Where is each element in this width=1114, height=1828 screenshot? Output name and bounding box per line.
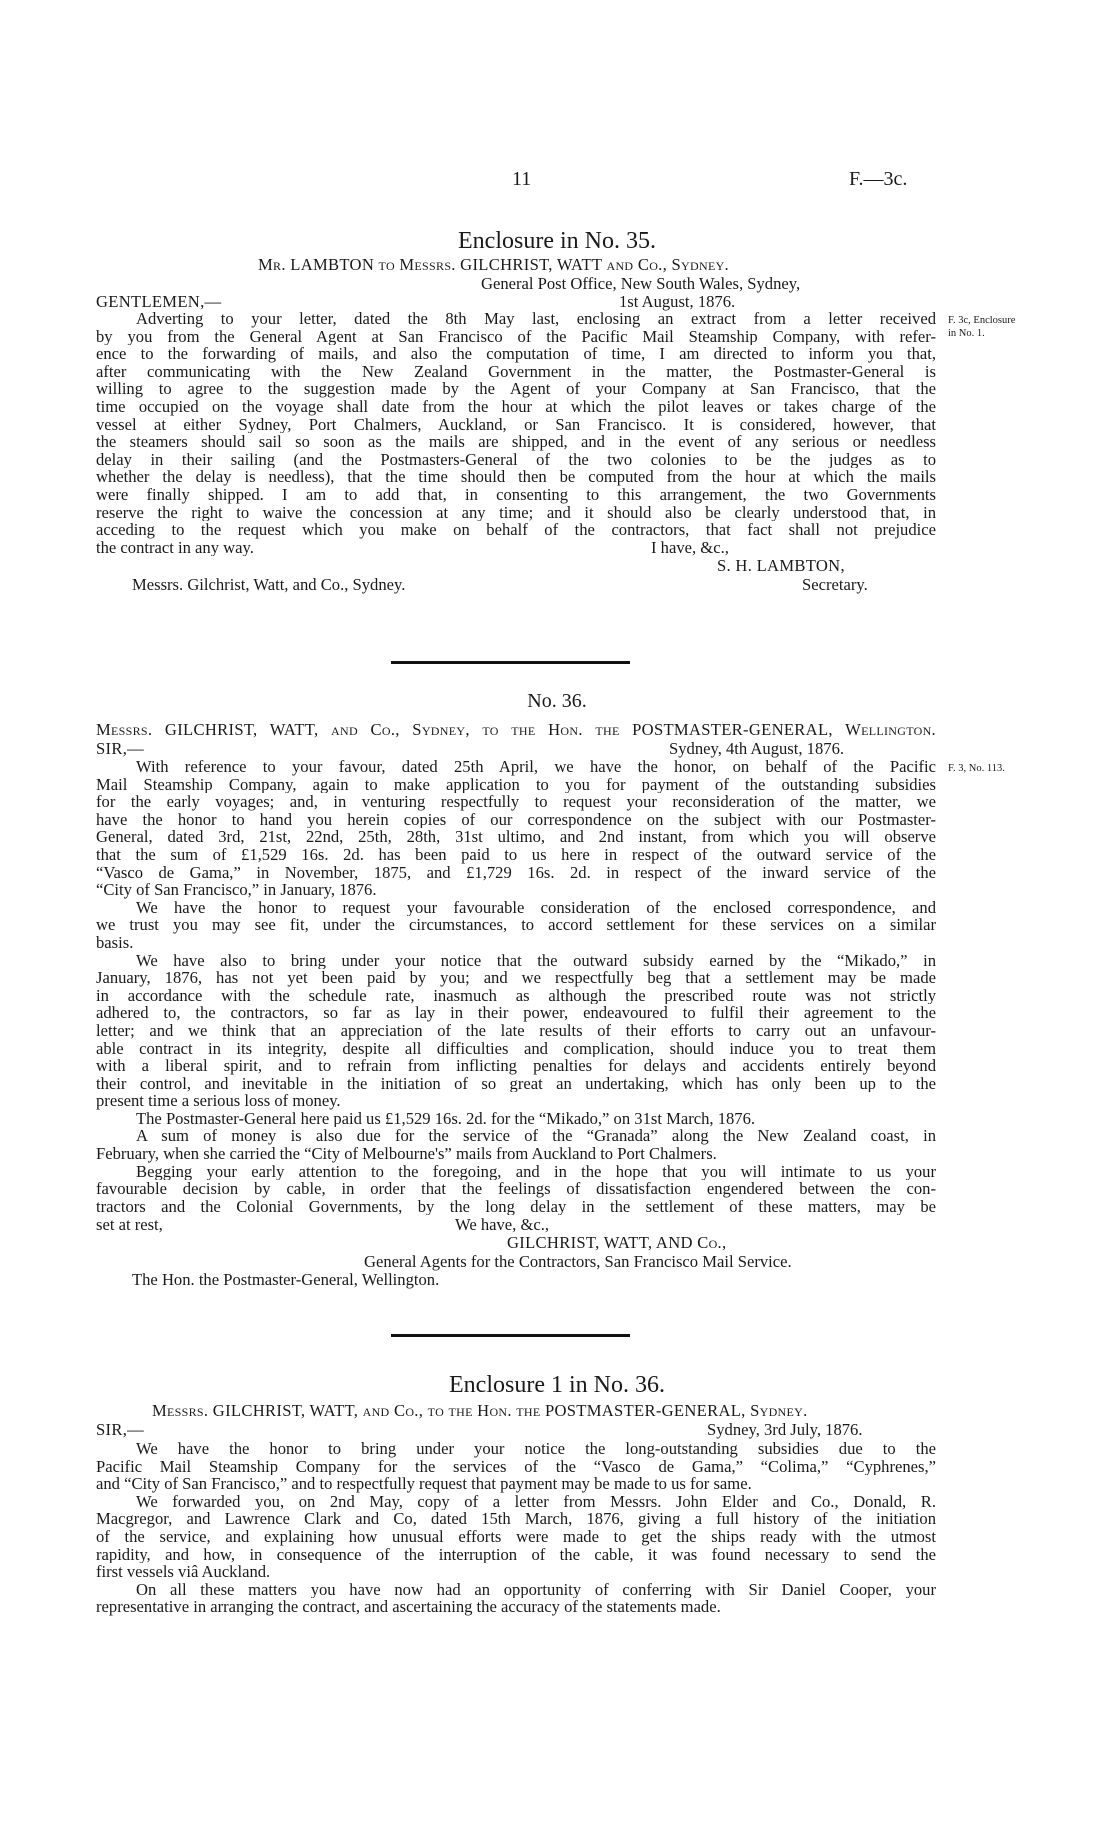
enclosure-35-signatory-title: Secretary. [802, 575, 868, 594]
text-line: The Postmaster-General here paid us £1,529 16s. 2d. for the “Mikado,” on 31st March, 1876. [136, 1109, 756, 1128]
text-line: we trust you may see fit, under the circumstances, to accord settlement for these services on a similar [96, 916, 936, 934]
text-line: after communicating with the New Zealand Government in the matter, the Postmaster-General is [96, 362, 936, 381]
no-36-body [96, 758, 936, 1215]
text-line: favourable decision by cable, in order that the feelings of dissatisfaction engendered between the con- [96, 1180, 936, 1198]
enclosure-35-from-to: Mr. LAMBTON to Messrs. GILCHRIST, WATT and Co., Sydney. [258, 255, 729, 274]
enclosure-35-body [96, 310, 936, 556]
enclosure-35-margin-note [948, 314, 1015, 340]
text-line: Mail Steamship Company, again to make application to you for payment of the outstanding subsidies [96, 775, 936, 794]
text-line: with a liberal spirit, and to refrain from inflicting penalties for delays and accidents entirely beyond [96, 1057, 936, 1075]
text-line: February, when she carried the “City of Melbourne's” mails from Auckland to Port Chalmers. [96, 1145, 717, 1163]
enclosure-35-signature: S. H. LAMBTON, [717, 556, 845, 575]
text-line: able contract in its integrity, despite all difficulties and complication, should induce you to treat them [96, 1039, 936, 1058]
text-line: the steamers should sail so soon as the mails are shipped, and in the event of any serious or needless [96, 433, 936, 451]
no-36-last-line: set at rest, [96, 1215, 163, 1234]
text-line: adhered to, the contractors, so far as lay in their power, endeavoured to fulfil their agreement to the [96, 1004, 936, 1022]
text-line: vessel at either Sydney, Port Chalmers, Auckland, or San Francisco. It is considered, however, that [96, 415, 936, 434]
no-36-signature-title: General Agents for the Contractors, San Francisco Mail Service. [364, 1252, 792, 1271]
no-36-signature: GILCHRIST, WATT, AND Co., [507, 1233, 727, 1252]
no-36-from-to: Messrs. GILCHRIST, WATT, and Co., Sydney, to the Hon. the POSTMASTER-GENERAL, Wellington. [96, 720, 936, 739]
text-line: letter; and we think that an appreciation of the late results of their efforts to carry out an unfavour- [96, 1021, 936, 1040]
no-36-closing: We have, &c., [455, 1215, 550, 1234]
text-line: Adverting to your letter, dated the 8th May last, enclosing an extract from a letter received [136, 310, 936, 328]
text-line: have the honor to hand you herein copies of our correspondence on the subject with our Postmaster- [96, 810, 936, 829]
text-line: We have the honor to bring under your notice the long-outstanding subsidies due to the [136, 1440, 936, 1458]
enclosure-35-closing: I have, &c., [651, 538, 729, 557]
text-line: and “City of San Francisco,” and to respectfully request that payment may be made to us for same. [96, 1475, 752, 1493]
enclosure-35-salutation: GENTLEMEN,— [96, 292, 222, 311]
enclosure-36-from-to: Messrs. GILCHRIST, WATT, and Co., to the Hon. the POSTMASTER-GENERAL, Sydney. [152, 1401, 808, 1420]
text-line: Macgregor, and Lawrence Clark and Co, dated 15th March, 1876, giving a full history of the initiation [96, 1510, 936, 1528]
enclosure-36-date: Sydney, 3rd July, 1876. [707, 1420, 863, 1439]
enclosure-35-date: 1st August, 1876. [619, 292, 736, 311]
text-line: in accordance with the schedule rate, inasmuch as although the prescribed route was not strictly [96, 986, 936, 1005]
text-line: first vessels viâ Auckland. [96, 1563, 271, 1581]
no-36-date: Sydney, 4th August, 1876. [669, 739, 845, 758]
text-line: whether the delay is needless), that the time should then be computed from the hour at which the mails [96, 468, 936, 486]
text-line: acceding to the request which you make on behalf of the contractors, that fact shall not prejudice [96, 521, 936, 539]
text-line: reserve the right to waive the concession at any time; and it should also be clearly understood that, in [96, 503, 936, 522]
margin-note-line: F. 3c, Enclosure [948, 315, 1016, 326]
enclosure-35-title: Enclosure in No. 35. [458, 228, 656, 254]
text-line: of the service, and explaining how unusual efforts were made to get the ships ready with the utmost [96, 1527, 936, 1546]
text-line: General, dated 3rd, 21st, 22nd, 25th, 28th, 31st ultimo, and 2nd instant, from which you will observe [96, 828, 936, 846]
text-line: the contract in any way. [96, 538, 254, 557]
no-36-salutation: SIR,— [96, 739, 145, 758]
text-line: “Vasco de Gama,” in November, 1875, and £1,729 16s. 2d. in respect of the inward service of the [96, 863, 936, 882]
text-line: On all these matters you have now had an opportunity of conferring with Sir Daniel Cooper, your [136, 1580, 936, 1599]
text-line: “City of San Francisco,” in January, 1876. [96, 881, 377, 899]
enclosure-36-title: Enclosure 1 in No. 36. [449, 1372, 665, 1398]
enclosure-36-salutation: SIR,— [96, 1420, 145, 1439]
section-divider [391, 1334, 630, 1337]
text-line: We have also to bring under your notice that the outward subsidy earned by the “Mikado,” in [136, 951, 936, 970]
text-line: basis. [96, 933, 134, 952]
text-line: present time a serious loss of money. [96, 1092, 341, 1110]
text-line: their control, and inevitable in the initiation of so great an undertaking, which has only been up to the [96, 1074, 936, 1093]
section-divider [391, 661, 630, 664]
text-line: We have the honor to request your favourable consideration of the enclosed correspondence, and [136, 898, 936, 917]
text-line: willing to agree to the suggestion made by the Agent of your Company at San Francisco, that the [96, 380, 936, 398]
enclosure-35-address: General Post Office, New South Wales, Sydney, [481, 274, 801, 293]
text-line: tractors and the Colonial Governments, by the long delay in the settlement of these matters, may be [96, 1197, 936, 1216]
text-line: by you from the General Agent at San Francisco of the Pacific Mail Steamship Company, with refer- [96, 327, 936, 346]
no-36-title: No. 36. [527, 690, 587, 712]
no-36-margin-note: F. 3, No. 113. [948, 763, 1005, 774]
enclosure-36-body [96, 1440, 936, 1616]
text-line: time occupied on the voyage shall date from the hour at which the pilot leaves or takes charge of the [96, 397, 936, 416]
text-line: for the early voyages; and, in venturing respectfully to request your reconsideration of the matter, we [96, 793, 936, 811]
no-36-recipient: The Hon. the Postmaster-General, Wellington. [132, 1270, 440, 1289]
text-line: rapidity, and how, in consequence of the interruption of the cable, it was found necessary to send the [96, 1545, 936, 1564]
text-line: ence to the forwarding of mails, and also the computation of time, I am directed to inform you that, [96, 345, 936, 363]
text-line: were finally shipped. I am to add that, in consenting to this arrangement, the two Governments [96, 485, 936, 504]
text-line: With reference to your favour, dated 25th April, we have the honor, on behalf of the Pacific [136, 758, 936, 776]
text-line: We forwarded you, on 2nd May, copy of a letter from Messrs. John Elder and Co., Donald, R. [136, 1492, 936, 1511]
text-line: Pacific Mail Steamship Company for the services of the “Vasco de Gama,” “Colima,” “Cyphrenes,” [96, 1457, 936, 1476]
text-line: delay in their sailing (and the Postmasters-General of the two colonies to be the judges as to [96, 450, 936, 469]
text-line: A sum of money is also due for the service of the “Granada” along the New Zealand coast, in [136, 1127, 936, 1146]
text-line: January, 1876, has not yet been paid by you; and we respectfully beg that a settlement may be made [96, 969, 936, 987]
text-line: representative in arranging the contract, and ascertaining the accuracy of the statements made. [96, 1598, 721, 1616]
text-line: Begging your early attention to the foregoing, and in the hope that you will intimate to us your [136, 1162, 936, 1181]
text-line: that the sum of £1,529 16s. 2d. has been paid to us here in respect of the outward service of the [96, 845, 936, 864]
enclosure-35-recipient: Messrs. Gilchrist, Watt, and Co., Sydney. [132, 575, 406, 594]
document-reference: F.—3c. [849, 168, 908, 190]
page-number: 11 [512, 168, 532, 190]
margin-note-line: in No. 1. [948, 328, 985, 339]
